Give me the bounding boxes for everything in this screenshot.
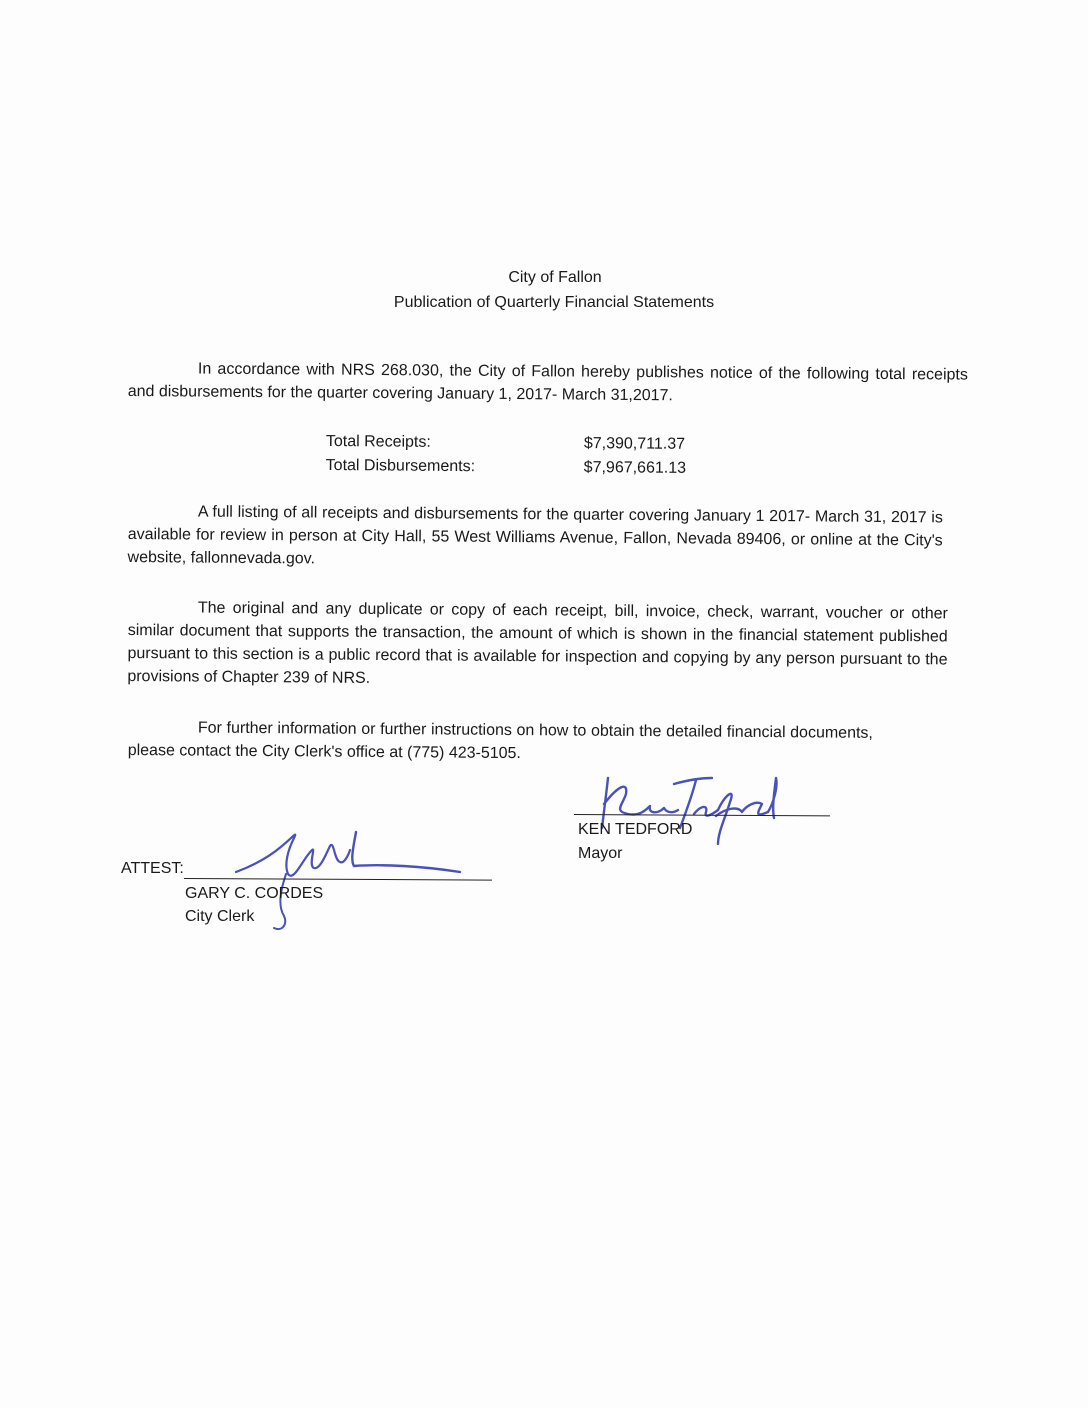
listing-paragraph <box>127 500 943 575</box>
public-record-text: The original and any duplicate or copy of each receipt, bill, invoice, check, warrant, voucher or other similar document that supports the transaction, the amount of which is shown in the financial statement published pursuant to this section is a public record that is available for inspection and copying by any person pursuant to the provisions of Chapter 239 of NRS. <box>127 599 948 687</box>
total-receipts-label: Total Receipts: <box>325 432 431 451</box>
total-disbursements-value: $7,967,661.13 <box>583 459 687 477</box>
totals-row <box>326 454 724 481</box>
clerk-title: City Clerk <box>185 908 255 925</box>
document-title: Publication of Quarterly Financial Statements <box>393 294 715 311</box>
total-receipts-value: $7,390,711.37 <box>583 435 686 453</box>
contact-text: For further information or further instructions on how to obtain the detailed financial documents, please contact the City Clerk's office at (775) 423-5105. <box>127 719 873 763</box>
total-disbursements-label: Total Disbursements: <box>325 456 476 476</box>
totals-row <box>326 430 724 457</box>
listing-text: A full listing of all receipts and disbursements for the quarter covering January 1 2017- March 31, 2017 is available for review in person at City Hall, 55 West Williams Avenue, Fallon, Nevada 89406, or online at the City's website, fallonnevada.gov. <box>127 503 943 568</box>
notice-paragraph <box>128 357 968 410</box>
clerk-name: GARY C. CORDES <box>185 885 324 902</box>
attest-label: ATTEST: <box>121 860 184 877</box>
public-record-paragraph <box>127 596 948 694</box>
notice-text: In accordance with NRS 268.030, the City of Fallon hereby publishes notice of the following total receipts and disbursements for the quarter covering January 1, 2017- March 31,2017. <box>127 360 968 405</box>
mayor-title: Mayor <box>578 845 623 862</box>
organization-name: City of Fallon <box>508 269 602 286</box>
mayor-name: KEN TEDFORD <box>578 821 693 838</box>
totals-table <box>326 430 724 481</box>
